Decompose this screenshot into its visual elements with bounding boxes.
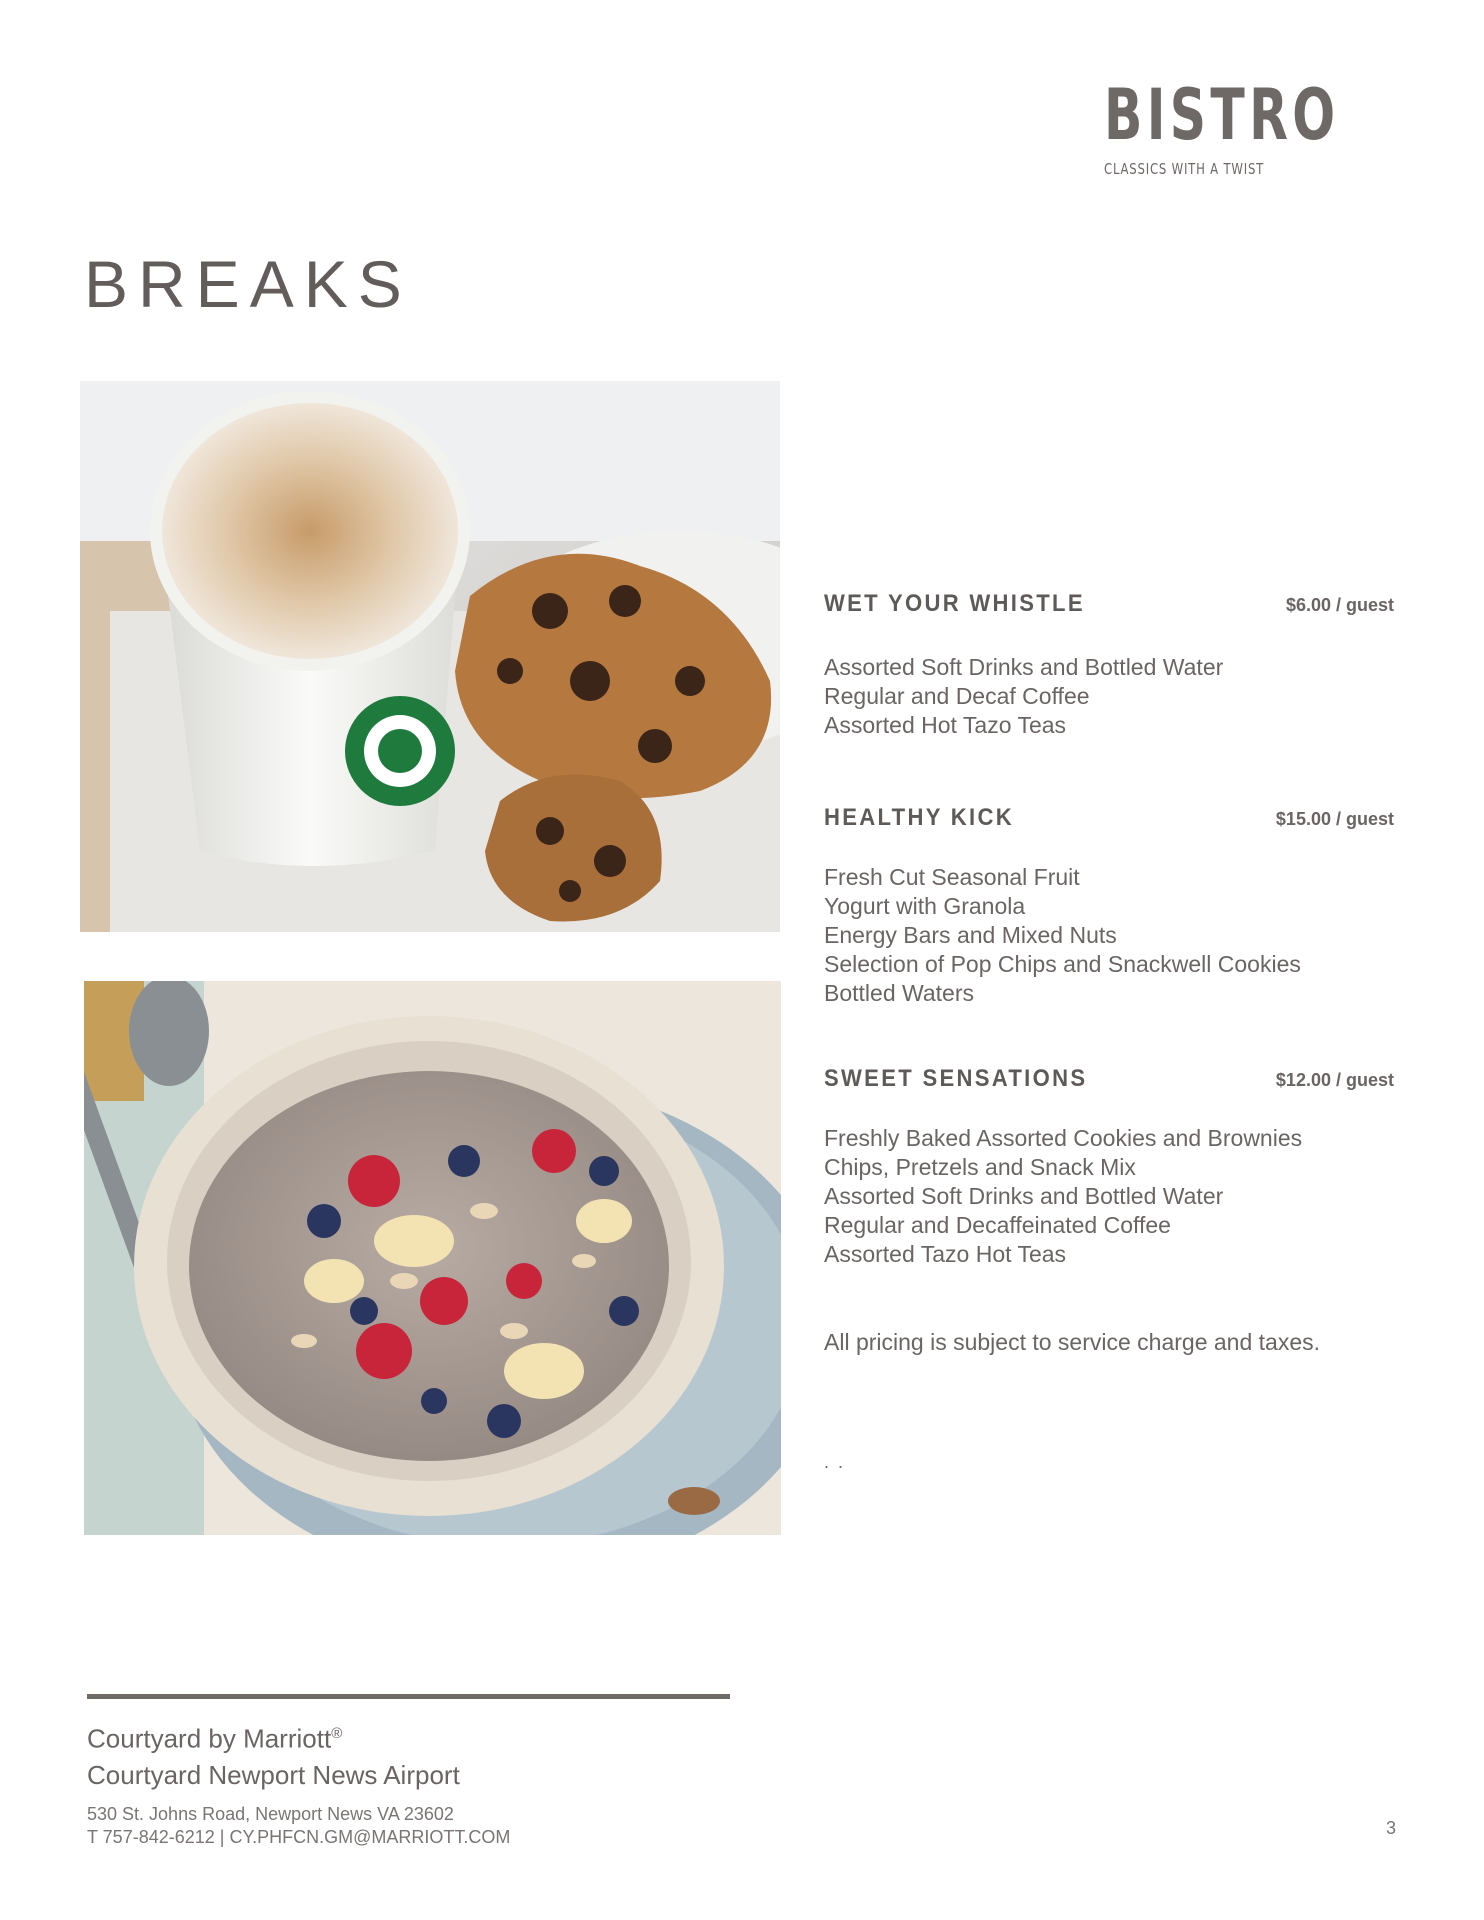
menu-list [824, 590, 1394, 1473]
section-title: HEALTHY KICK [824, 804, 1014, 831]
page-title: BREAKS [84, 247, 412, 321]
list-item: Selection of Pop Chips and Snackwell Cookies [824, 951, 1301, 977]
list-item: Assorted Hot Tazo Teas [824, 712, 1067, 738]
section-price: $12.00 / guest [1275, 1070, 1394, 1090]
footer [87, 1716, 510, 1849]
list-item: Assorted Soft Drinks and Bottled Water [824, 654, 1224, 680]
registered-mark: ® [331, 1725, 343, 1742]
footer-divider [87, 1694, 730, 1699]
list-item: Fresh Cut Seasonal Fruit [824, 864, 1080, 890]
list-item: Freshly Baked Assorted Cookies and Brownies [824, 1125, 1303, 1151]
footer-contact: T 757-842-6212 | CY.PHFCN.GM@MARRIOTT.COM [87, 1826, 511, 1847]
footer-address: 530 St. Johns Road, Newport News VA 23602 [87, 1803, 454, 1824]
list-item: Regular and Decaffeinated Coffee [824, 1212, 1171, 1238]
section-price: $6.00 / guest [1285, 595, 1394, 615]
section-items [824, 653, 1394, 740]
section-items [824, 863, 1394, 1008]
section-title: WET YOUR WHISTLE [824, 590, 1085, 617]
list-item: Chips, Pretzels and Snack Mix [824, 1154, 1136, 1180]
chia-pudding-bowl-photo [84, 981, 781, 1535]
list-item: Assorted Soft Drinks and Bottled Water [824, 1183, 1224, 1209]
bistro-logo [1104, 74, 1394, 178]
logo-title: BISTRO [1104, 74, 1340, 156]
menu-section-wet-your-whistle [824, 590, 1394, 740]
list-item: Yogurt with Granola [824, 893, 1026, 919]
menu-section-healthy-kick [824, 804, 1394, 1008]
section-title: SWEET SENSATIONS [824, 1065, 1088, 1092]
pricing-disclaimer: All pricing is subject to service charge and taxes. [824, 1329, 1321, 1355]
list-item: Regular and Decaf Coffee [824, 683, 1090, 709]
page-number: 3 [1385, 1818, 1396, 1838]
trailing-dots: . . [824, 1452, 846, 1472]
coffee-and-cookies-photo [80, 381, 780, 932]
list-item: Energy Bars and Mixed Nuts [824, 922, 1117, 948]
logo-tagline: CLASSICS WITH A TWIST [1104, 160, 1265, 178]
menu-section-sweet-sensations [824, 1065, 1394, 1269]
section-price: $15.00 / guest [1275, 809, 1394, 829]
list-item: Assorted Tazo Hot Teas [824, 1241, 1067, 1267]
list-item: Bottled Waters [824, 980, 974, 1006]
footer-brand: Courtyard by Marriott® [87, 1723, 343, 1754]
section-items [824, 1124, 1394, 1269]
footer-hotel-name: Courtyard Newport News Airport [87, 1759, 460, 1790]
